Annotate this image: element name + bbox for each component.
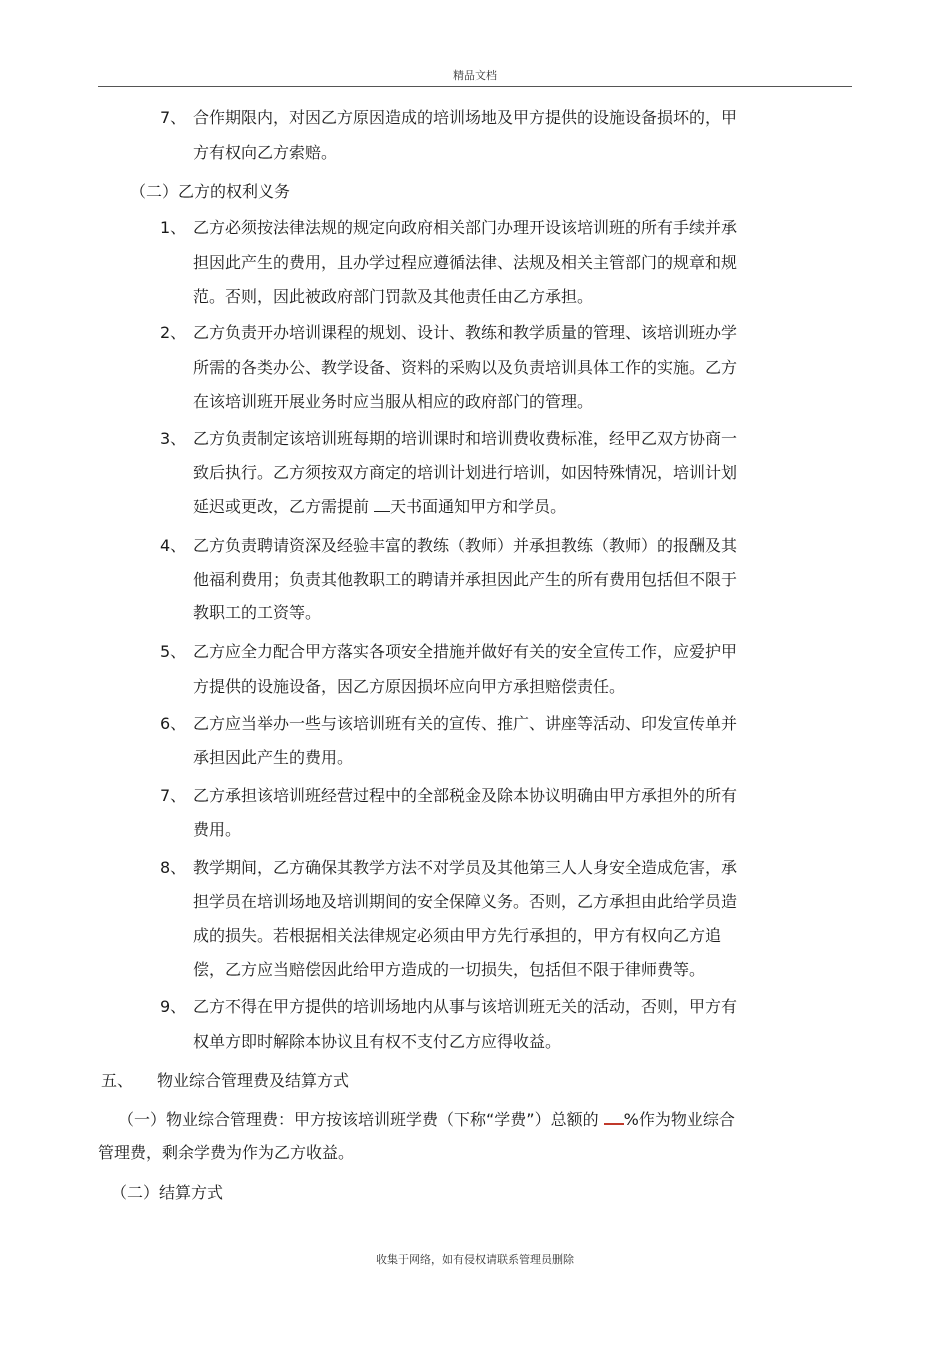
item-text-line: 范。否则，因此被政府部门罚款及其他责任由乙方承担。 bbox=[193, 287, 594, 306]
fee-text-segment: （一）物业综合管理费：甲方按该培训班学费（下称“学费”）总额的 bbox=[118, 1110, 604, 1129]
item-text-line: 费用。 bbox=[193, 820, 242, 839]
fill-in-blank bbox=[604, 1109, 624, 1125]
item-text-line: 方有权向乙方索赔。 bbox=[193, 143, 338, 162]
item-text-segment: 天书面通知甲方和学员。 bbox=[390, 497, 567, 516]
page-footer: 收集于网络，如有侵权请联系管理员删除 bbox=[376, 1253, 574, 1266]
item-number: 7、 bbox=[160, 108, 187, 127]
fee-paragraph-line bbox=[118, 1109, 735, 1130]
item-text-line: 乙方负责制定该培训班每期的培训课时和培训费收费标准，经甲乙双方协商一 bbox=[193, 429, 738, 448]
item-text-line: 方提供的设施设备，因乙方原因损坏应向甲方承担赔偿责任。 bbox=[193, 677, 626, 696]
fee-text-segment: %作为物业综合 bbox=[623, 1110, 735, 1129]
item-text-line: 乙方必须按法律法规的规定向政府相关部门办理开设该培训班的所有手续并承 bbox=[193, 218, 738, 237]
item-text-line: 担学员在培训场地及培训期间的安全保障义务。否则，乙方承担由此给学员造 bbox=[193, 892, 738, 911]
fill-in-blank bbox=[374, 497, 390, 512]
item-text-line: 乙方负责聘请资深及经验丰富的教练（教师）并承担教练（教师）的报酬及其 bbox=[193, 536, 738, 555]
item-text-line: 致后执行。乙方须按双方商定的培训计划进行培训，如因特殊情况，培训计划 bbox=[193, 463, 738, 482]
page-header: 精品文档 bbox=[453, 69, 497, 82]
section-number: 五、 bbox=[101, 1071, 134, 1090]
item-text-line: 教学期间，乙方确保其教学方法不对学员及其他第三人人身安全造成危害，承 bbox=[193, 858, 738, 877]
item-text-line: 乙方不得在甲方提供的培训场地内从事与该培训班无关的活动，否则，甲方有 bbox=[193, 997, 738, 1016]
section-heading: 物业综合管理费及结算方式 bbox=[157, 1071, 350, 1090]
item-number: 6、 bbox=[160, 714, 187, 733]
item-text-line: 乙方承担该培训班经营过程中的全部税金及除本协议明确由甲方承担外的所有 bbox=[193, 786, 738, 805]
item-text-segment: 延迟或更改，乙方需提前 bbox=[193, 497, 375, 516]
item-text-line: 所需的各类办公、教学设备、资料的采购以及负责培训具体工作的实施。乙方 bbox=[193, 358, 738, 377]
item-text-line: 乙方应全力配合甲方落实各项安全措施并做好有关的安全宣传工作，应爱护甲 bbox=[193, 642, 738, 661]
item-number: 9、 bbox=[160, 997, 187, 1016]
item-number: 2、 bbox=[160, 323, 187, 342]
item-text-line: 在该培训班开展业务时应当服从相应的政府部门的管理。 bbox=[193, 392, 594, 411]
item-number: 1、 bbox=[160, 218, 187, 237]
item-text-line: 教职工的工资等。 bbox=[193, 603, 322, 622]
item-text-line: 乙方应当举办一些与该培训班有关的宣传、推广、讲座等活动、印发宣传单并 bbox=[193, 714, 738, 733]
item-text-line: 他福利费用；负责其他教职工的聘请并承担因此产生的所有费用包括但不限于 bbox=[193, 570, 738, 589]
item-number: 7、 bbox=[160, 786, 187, 805]
section-heading: （二）乙方的权利义务 bbox=[130, 182, 291, 201]
item-text-line: 权单方即时解除本协议且有权不支付乙方应得收益。 bbox=[193, 1032, 562, 1051]
item-text-line: 合作期限内，对因乙方原因造成的培训场地及甲方提供的设施设备损坏的，甲 bbox=[193, 108, 738, 127]
item-text-line: 承担因此产生的费用。 bbox=[193, 748, 354, 767]
item-text-line: 成的损失。若根据相关法律规定必须由甲方先行承担的，甲方有权向乙方追 bbox=[193, 926, 722, 945]
header-rule bbox=[98, 86, 852, 87]
item-number: 3、 bbox=[160, 429, 187, 448]
item-number: 5、 bbox=[160, 642, 187, 661]
item-text-line: 担因此产生的费用，且办学过程应遵循法律、法规及相关主管部门的规章和规 bbox=[193, 253, 738, 272]
item-text-line bbox=[193, 497, 566, 517]
item-text-line: 乙方负责开办培训课程的规划、设计、教练和教学质量的管理、该培训班办学 bbox=[193, 323, 738, 342]
fee-paragraph-line: 管理费，剩余学费为作为乙方收益。 bbox=[98, 1143, 355, 1162]
section-heading: （二）结算方式 bbox=[111, 1183, 224, 1202]
item-text-line: 偿，乙方应当赔偿因此给甲方造成的一切损失，包括但不限于律师费等。 bbox=[193, 960, 706, 979]
item-number: 8、 bbox=[160, 858, 187, 877]
item-number: 4、 bbox=[160, 536, 187, 555]
